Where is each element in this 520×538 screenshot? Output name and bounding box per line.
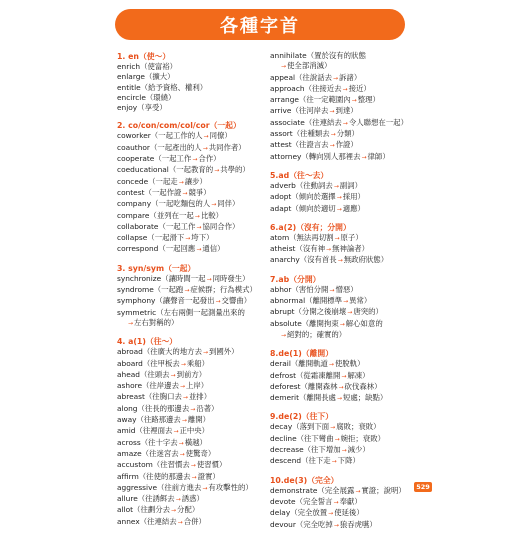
arrow-icon: → [331,458,337,466]
arrow-icon: → [175,496,181,504]
list-item: contest（一起作證→競爭） [117,187,211,197]
entry-line-continued: →使全部消滅） [281,61,332,71]
section-8 [270,348,440,404]
list-item: away（往路那邊去→離開） [117,415,211,425]
list-item: affirm（往使的那邊去→證實） [117,471,220,481]
section-9 [270,411,440,467]
arrow-icon: → [336,205,342,213]
list-item: devote（完全誓言→奉獻） [270,496,362,506]
arrow-icon: → [330,424,336,432]
section-7 [270,274,440,341]
arrow-icon: → [179,383,185,391]
arrow-icon: → [196,223,202,231]
list-item: decline（往下彎曲→婉拒；衰敗） [270,433,385,443]
section-3 [117,263,267,329]
list-item: allot（往劃分去→分配） [117,505,200,515]
arrow-icon: → [191,473,197,481]
arrow-icon: → [347,309,353,317]
list-item: abnormal（離開標準→異常） [270,296,372,306]
arrow-icon: → [206,275,212,283]
list-item: descend（往下走→下降） [270,456,360,466]
list-item: deforest（離開森林→砍伐森林） [270,381,382,391]
list-item: collapse（一起滑下→垮下） [117,233,214,243]
list-item: entitle（給予資格、權利） [117,82,208,92]
list-item: attest（往證言去→作證） [270,140,358,150]
list-item: enjoy（享受） [117,103,167,113]
arrow-icon: → [341,372,347,380]
section-heading: 3. syn/sym（一起） [117,263,196,273]
arrow-icon: → [202,484,208,492]
list-item: devour（完全吃掉→狼吞虎嚥） [270,519,377,529]
section-heading: 4. a(1)（往～） [117,337,178,347]
arrow-icon: → [281,63,287,71]
list-item: enrich（使富裕） [117,62,178,71]
arrow-icon: → [203,133,209,141]
list-item: demerit（離開長處→短處；缺點） [270,393,388,403]
entry-line-continued: →左右對稱的） [128,317,179,327]
arrow-icon: → [328,361,334,369]
section-heading: 8.de(1)（離開） [270,349,333,359]
list-item: annex（往連結去→合併） [117,516,206,526]
arrow-icon: → [173,428,179,436]
arrow-icon: → [179,450,185,458]
arrow-icon: → [202,349,208,357]
arrow-icon: → [192,156,198,164]
arrow-icon: → [343,298,349,306]
list-item: delay（完全放置→使延後） [270,508,364,518]
entry-line: symmetric（左右兩側一起測量出來的 [117,307,245,317]
list-item: enlarge（擴大） [117,72,175,82]
arrow-icon: → [202,144,208,152]
list-item: adverb（往動詞去→副詞） [270,180,363,190]
list-item: along（往長的那邊去→沿著） [117,403,219,413]
list-item: approach（往接近去→接近） [270,83,371,93]
list-item: collaborate（一起工作→協同合作） [117,221,240,231]
arrow-icon: → [182,189,188,197]
list-item: adopt（傾向於選擇→採用） [270,192,365,202]
arrow-icon: → [337,257,343,265]
arrow-icon: → [170,371,176,379]
left-column [117,51,267,535]
list-item: syndrome（一起跑→症候群；行為模式） [117,285,257,295]
arrow-icon: → [336,194,342,202]
list-item: aggressive（往前方進去→有攻擊性的） [117,482,253,492]
arrow-icon: → [326,246,332,254]
arrow-icon: → [181,417,187,425]
arrow-icon: → [190,405,196,413]
arrow-icon: → [336,395,342,403]
section-heading: 6.a(2)（沒有；分開） [270,222,351,232]
arrow-icon: → [182,394,188,402]
list-item: atom（無法再切割→原子） [270,232,363,242]
section-2 [117,120,267,255]
page-number-badge [414,482,432,492]
list-item: appeal（往說話去→訴諸） [270,72,362,82]
list-item: arrive（往河岸去→到達） [270,106,358,116]
arrow-icon: → [342,119,348,127]
list-item: ahead（往頭去→到前方） [117,369,207,379]
list-item: concede（一起走→讓步） [117,176,207,186]
list-item: abroad（往廣大的地方去→到國外） [117,347,239,357]
list-item: anarchy（沒有首長→無政府狀態） [270,255,389,265]
list-item: defrost（從霜凍離開→解凍） [270,370,370,380]
arrow-icon: → [355,487,361,495]
list-item: correspond（一起回應→通信） [117,244,225,254]
entry-line: annihilate（置於沒有的狀態 [270,51,366,60]
list-item: ashore（往岸邊去→上岸） [117,381,209,391]
page-title: 各種字首 [220,15,300,37]
section-heading: 5.ad（往～去） [270,170,329,180]
list-item: derail（離開軌道→使脫軌） [270,359,365,369]
arrow-icon: → [334,234,340,242]
arrow-icon: → [333,74,339,82]
list-item: abhor（害怕分開→憎惡） [270,284,358,294]
section-heading: 10.de(3)（完全） [270,475,339,485]
list-item: coworker（一起工作的人→同僚） [117,131,232,141]
list-item [270,51,440,73]
section-4 [117,336,267,528]
list-item: amid（往裡面去→正中央） [117,426,210,436]
list-item [270,319,440,342]
list-item: atheist（沒有神→無神論者） [270,244,370,254]
arrow-icon: → [180,360,186,368]
entry-line: absolute（離開拘束→解心如意的 [270,318,383,328]
entry-line-continued: →絕對的；確實的） [281,329,347,339]
list-item: abrupt（分開之後崩壞→唐突的） [270,307,383,317]
arrow-icon: → [215,298,221,306]
list-item: attorney（轉向別人那裡去→律師） [270,151,390,161]
list-item: demonstrate（完全展露→實證；說明） [270,485,406,495]
list-item: coeducational（一起教育的→共學的） [117,165,250,175]
arrow-icon: → [334,435,340,443]
list-item: allure（往誘餌去→誘惑） [117,494,204,504]
list-item: accustom（往習慣去→使習慣） [117,460,227,470]
arrow-icon: → [177,518,183,526]
title-banner [115,9,405,40]
list-item: symphony（讓聲音一起發出→交響曲） [117,296,252,306]
list-item: company（一起吃麵包的人→同伴） [117,199,240,209]
arrow-icon: → [333,498,339,506]
list-item [117,308,267,330]
arrow-icon: → [329,286,335,294]
list-item: associate（往連結去→令人聯想在一起） [270,117,408,127]
arrow-icon: → [214,167,220,175]
list-item: assort（往種類去→分類） [270,129,359,139]
section-4-continued [270,51,440,163]
arrow-icon: → [333,521,339,529]
list-item: aboard（往甲板去→乘船） [117,358,210,368]
section-heading: 9.de(2)（往下） [270,412,333,422]
arrow-icon: → [128,319,134,327]
section-heading: 1. en（使～） [117,52,171,61]
arrow-icon: → [342,85,348,93]
arrow-icon: → [330,131,336,139]
arrow-icon: → [171,507,177,515]
arrow-icon: → [333,182,339,190]
list-item: adapt（傾向於適切→適應） [270,203,365,213]
section-6 [270,222,440,267]
arrow-icon: → [178,439,184,447]
arrow-icon: → [329,142,335,150]
list-item: amaze（往迷宮去→使驚奇） [117,448,216,458]
list-item: synchronize（讓時間一起→同時發生） [117,273,250,283]
list-item: decay（落到下面→腐敗；衰敗） [270,422,381,432]
section-1 [117,51,267,113]
arrow-icon: → [196,246,202,254]
arrow-icon: → [328,510,334,518]
section-5 [270,170,440,215]
arrow-icon: → [184,287,190,295]
arrow-icon: → [329,108,335,116]
arrow-icon: → [194,212,200,220]
arrow-icon: → [351,97,357,105]
arrow-icon: → [178,178,184,186]
list-item: abreast（往胸口去→並排） [117,392,212,402]
page-number: 529 [416,483,430,491]
list-item: arrange（往一定範圍內→整理） [270,95,380,105]
arrow-icon: → [211,201,217,209]
arrow-icon: → [281,331,287,339]
arrow-icon: → [185,235,191,243]
list-item: compare（並列在一起→比較） [117,210,223,220]
list-item: coauthor（一起產出的人→共同作者） [117,142,246,152]
list-item: encircle（環繞） [117,92,176,102]
arrow-icon: → [341,447,347,455]
section-heading: 2. co/con/com/col/cor（一起） [117,121,241,131]
right-column [270,51,440,538]
section-heading: 7.ab（分開） [270,274,321,284]
arrow-icon: → [338,383,344,391]
arrow-icon: → [339,320,345,328]
list-item: decrease（往下增加→減少） [270,445,370,455]
arrow-icon: → [361,153,367,161]
list-item: across（往十字去→橫越） [117,437,207,447]
arrow-icon: → [190,462,196,470]
list-item: cooperate（一起工作→合作） [117,154,221,164]
